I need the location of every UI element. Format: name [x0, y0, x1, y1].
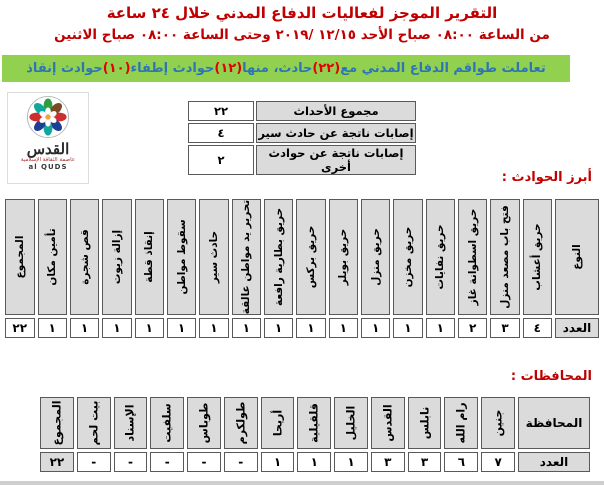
summary-value-cell: ٢	[188, 145, 254, 175]
alquds-flower-icon	[26, 95, 70, 139]
governorate-name-cell: طولكرم	[224, 397, 258, 449]
governorate-count-cell: ٦	[444, 452, 478, 472]
logo-name-arabic: القدس	[26, 140, 70, 158]
logo-name-english: al QUDS	[28, 163, 68, 171]
summary-row	[188, 101, 416, 121]
incident-type-cell: حريق اسطوانة غاز	[458, 199, 487, 315]
incident-count-cell: ١	[135, 318, 164, 338]
incident-type-cell: حريق مخزن	[393, 199, 422, 315]
governorate-count-cell: -	[187, 452, 221, 472]
incident-type-cell: حريق أعشاب	[523, 199, 552, 315]
governorate-name-header-cell: المحافظة	[518, 397, 590, 449]
incident-count-cell: ١	[167, 318, 196, 338]
governorates-section-heading: المحافظات :	[510, 369, 592, 384]
incident-type-cell: إنقاذ قطة	[135, 199, 164, 315]
incident-count-cell: ١	[38, 318, 67, 338]
governorate-name-cell: أريحا	[261, 397, 295, 449]
governorate-count-cell: ٢٢	[40, 452, 74, 472]
banner-count: (١٢)	[214, 61, 243, 76]
incident-type-cell: تحرير يد مواطن عالقة	[232, 199, 261, 315]
governorates-table	[37, 394, 593, 475]
incident-type-cell: حريق نفايات	[426, 199, 455, 315]
governorate-count-cell: -	[77, 452, 111, 472]
incidents-table	[2, 196, 602, 341]
governorate-name-cell: قلقيلية	[297, 397, 331, 449]
governorate-name-cell: جنين	[481, 397, 515, 449]
summary-row	[188, 145, 416, 175]
banner-count: (١٠)	[102, 61, 131, 76]
alquds-logo	[7, 92, 89, 184]
governorate-name-cell: القدس	[371, 397, 405, 449]
incident-type-cell: حريق بركس	[296, 199, 325, 315]
summary-value-cell: ٤	[188, 123, 254, 143]
governorate-name-cell: الإسناد	[114, 397, 148, 449]
incident-type-cell: حريق بويلر	[329, 199, 358, 315]
logo-subtitle-arabic: عاصمة الثقافة الإسلامية	[20, 157, 76, 163]
incident-type-cell: المجموع	[5, 199, 35, 315]
incident-counts-row	[5, 318, 599, 338]
incident-count-header-cell: العدد	[555, 318, 599, 338]
report-subtitle: من الساعة ٠٨:٠٠ صباح الأحد ١٢/١٥ /٢٠١٩ وحتى الساعة ٠٨:٠٠ صباح الاثنين	[54, 27, 550, 43]
incident-type-header-cell: النوع	[555, 199, 599, 315]
governorate-count-cell: ٧	[481, 452, 515, 472]
incident-type-cell: فتح باب مصعد منزل	[490, 199, 519, 315]
governorate-count-cell: -	[114, 452, 148, 472]
incident-count-cell: ١	[102, 318, 131, 338]
incident-type-cell: حادث سير	[199, 199, 228, 315]
incident-count-cell: ١	[361, 318, 390, 338]
incident-count-cell: ١	[393, 318, 422, 338]
governorate-name-cell: سلفيت	[150, 397, 184, 449]
governorate-counts-row	[40, 452, 590, 472]
report-title: التقرير الموجز لفعاليات الدفاع المدني خلال ٢٤ ساعة	[106, 4, 498, 22]
banner-text: حوادث إنقاذ	[26, 61, 103, 76]
page-bottom-edge	[0, 481, 604, 485]
incident-type-cell: حريق منزل	[361, 199, 390, 315]
incident-count-cell: ١	[232, 318, 261, 338]
governorate-count-cell: ١	[297, 452, 331, 472]
incident-count-cell: ١	[426, 318, 455, 338]
incident-count-cell: ١	[199, 318, 228, 338]
incident-count-cell: ١	[329, 318, 358, 338]
governorate-name-cell: نابلس	[408, 397, 442, 449]
governorate-count-cell: ٣	[371, 452, 405, 472]
banner-count: (٢٢)	[312, 61, 341, 76]
governorate-name-cell: بيت لحم	[77, 397, 111, 449]
governorate-name-cell: رام الله	[444, 397, 478, 449]
incident-count-cell: ١	[70, 318, 99, 338]
governorate-count-cell: -	[150, 452, 184, 472]
summary-label-cell: إصابات ناتجة عن حادث سير	[256, 123, 416, 143]
events-summary-table	[186, 99, 418, 177]
incident-types-row	[5, 199, 599, 315]
summary-banner	[2, 55, 570, 82]
banner-text: تعاملت طواقم الدفاع المدني مع	[340, 61, 546, 76]
summary-value-cell: ٢٢	[188, 101, 254, 121]
incident-count-cell: ٢٢	[5, 318, 35, 338]
governorate-count-cell: ٣	[408, 452, 442, 472]
incident-type-cell: سقوط مواطن	[167, 199, 196, 315]
summary-label-cell: مجموع الأحداث	[256, 101, 416, 121]
incident-type-cell: تأمين مكان	[38, 199, 67, 315]
summary-label-cell: إصابات ناتجة عن حوادث أخرى	[256, 145, 416, 175]
governorate-count-cell: -	[224, 452, 258, 472]
incident-type-cell: حريق بطارية رافعة	[264, 199, 293, 315]
incident-type-cell: قص شجرة	[70, 199, 99, 315]
governorate-count-header-cell: العدد	[518, 452, 590, 472]
governorate-name-cell: طوباس	[187, 397, 221, 449]
incident-count-cell: ٤	[523, 318, 552, 338]
governorate-names-row	[40, 397, 590, 449]
summary-row	[188, 123, 416, 143]
banner-text: حوادث إطفاء	[130, 61, 215, 76]
incident-type-cell: إزالة زيوت	[102, 199, 131, 315]
incident-count-cell: ١	[264, 318, 293, 338]
incidents-section-heading: أبرز الحوادث :	[501, 170, 592, 185]
governorate-name-cell: الخليل	[334, 397, 368, 449]
incident-count-cell: ٢	[458, 318, 487, 338]
governorate-name-cell: المجموع	[40, 397, 74, 449]
incident-count-cell: ١	[296, 318, 325, 338]
governorate-count-cell: ١	[334, 452, 368, 472]
governorate-count-cell: ١	[261, 452, 295, 472]
incident-count-cell: ٣	[490, 318, 519, 338]
banner-text: حادث، منها	[242, 61, 313, 76]
